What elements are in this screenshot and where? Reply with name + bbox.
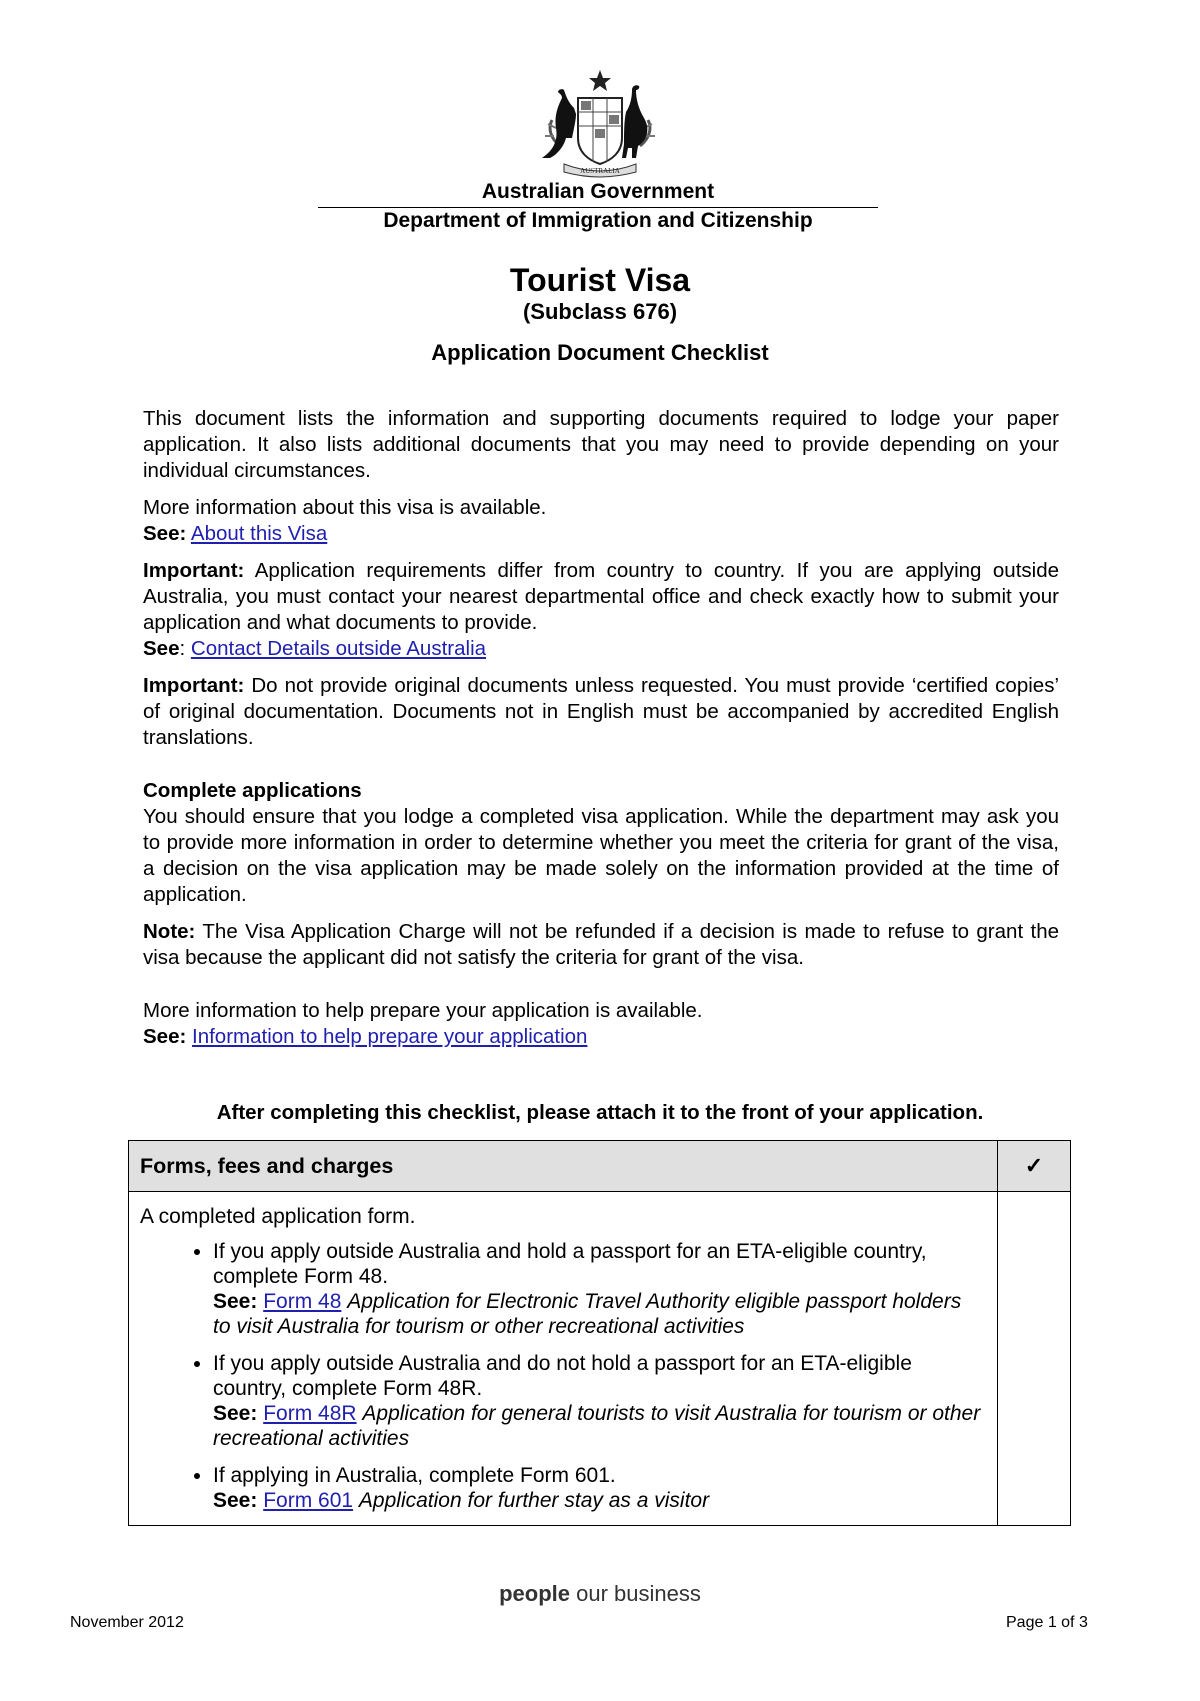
slogan-rest: our business xyxy=(576,1581,701,1606)
form-description: Application for further stay as a visitor xyxy=(358,1489,710,1512)
department-name: Department of Immigration and Citizenship xyxy=(383,209,813,232)
checklist-content xyxy=(129,1192,998,1526)
important-paragraph-2 xyxy=(143,673,1059,751)
subclass-label: (Subclass 676) xyxy=(522,299,678,324)
note-text: The Visa Application Charge will not be refunded if a decision is made to refuse to grant the visa because the applicant did not satisfy the criteria for grant of the visa. xyxy=(143,920,1060,969)
intro-paragraph: This document lists the information and supporting documents required to lodge your paper application. It also lists additional documents that you may need to provide depending on your individual circumstances. xyxy=(143,407,1059,482)
checklist-header-row xyxy=(129,1141,1071,1192)
header-divider xyxy=(318,207,878,208)
important-text-1: Application requirements differ from country to country. If you are applying outside Australia, you must contact your nearest departmental office and check exactly how to submit your application and what documents to provide. xyxy=(143,559,1059,634)
coat-of-arms-logo xyxy=(520,68,680,180)
see-label: See: xyxy=(213,1489,258,1512)
list-item xyxy=(213,1463,983,1513)
star-icon xyxy=(589,70,611,91)
complete-applications-text: You should ensure that you lodge a completed visa application. While the department may ask you to provide more information in order to determine whether you meet the criteria for grant of the visa, a decision on the visa application may be made solely on the information provided at the time of application. xyxy=(143,805,1059,906)
note-paragraph xyxy=(143,919,1059,971)
item-text: If applying in Australia, complete Form 601. xyxy=(213,1464,616,1487)
crest-banner-text: AUSTRALIA xyxy=(580,167,620,175)
form-description: Application for general tourists to visit Australia for tourism or other recreational activities xyxy=(213,1402,981,1450)
prepare-info-text: More information to help prepare your application is available. xyxy=(143,999,703,1022)
item-text: If you apply outside Australia and do not hold a passport for an ETA-eligible country, complete Form 48R. xyxy=(213,1352,912,1400)
slogan-bold: people xyxy=(499,1581,571,1606)
government-name: Australian Government xyxy=(481,180,715,203)
note-label: Note: xyxy=(143,920,196,943)
checklist-intro: A completed application form. xyxy=(140,1205,416,1228)
checklist-items xyxy=(140,1239,983,1513)
important-paragraph-1: Important: Application requirements differ from country to country. If you are applying outside Australia, you must contact your nearest departmental office and check exactly how to submit your application and what documents to provide. See: Contact Details outside Australia xyxy=(143,559,1059,660)
intro-section xyxy=(143,406,1059,1061)
prepare-application-link[interactable]: Information to help prepare your application xyxy=(192,1025,588,1048)
checkbox-cell[interactable] xyxy=(998,1192,1071,1526)
checklist-header: Forms, fees and charges xyxy=(129,1141,998,1192)
see-label: See: xyxy=(213,1402,258,1425)
checklist-table xyxy=(128,1140,1071,1526)
important-label: Important: xyxy=(143,674,245,697)
document-subtitle: Application Document Checklist xyxy=(431,340,769,365)
complete-applications-paragraph xyxy=(143,778,1059,908)
document-title: Tourist Visa xyxy=(509,262,691,298)
page-number: Page 1 of 3 xyxy=(1006,1614,1088,1631)
complete-applications-heading: Complete applications xyxy=(143,779,362,802)
list-item xyxy=(213,1239,983,1339)
more-info-text: More information about this visa is available. xyxy=(143,496,547,519)
form-description: Application for Electronic Travel Authority eligible passport holders to visit Australia for tourism or other recreational activities xyxy=(213,1290,962,1338)
form-48-link[interactable]: Form 48 xyxy=(263,1290,342,1313)
checklist-row xyxy=(129,1192,1071,1526)
emu-icon xyxy=(622,85,647,158)
see-label: See: xyxy=(213,1290,258,1313)
footer-date: November 2012 xyxy=(70,1614,184,1631)
about-visa-link[interactable]: About this Visa xyxy=(190,522,328,545)
see-label: See: xyxy=(143,1025,187,1048)
attach-instruction: After completing this checklist, please attach it to the front of your application. xyxy=(216,1101,984,1124)
footer-slogan xyxy=(0,1581,1200,1607)
important-label: Important: xyxy=(143,559,245,582)
prepare-info-paragraph xyxy=(143,998,1059,1050)
kangaroo-icon xyxy=(542,89,576,158)
list-item xyxy=(213,1351,983,1451)
form-48r-link[interactable]: Form 48R xyxy=(263,1402,357,1425)
form-601-link[interactable]: Form 601 xyxy=(263,1489,354,1512)
item-text: If you apply outside Australia and hold a passport for an ETA-eligible country, complete Form 48. xyxy=(213,1240,927,1288)
see-label: See: xyxy=(143,522,187,545)
contact-details-link[interactable]: Contact Details outside Australia xyxy=(190,637,487,660)
more-info-paragraph xyxy=(143,495,1059,547)
see-label: See xyxy=(143,637,180,660)
tick-column-icon: ✓ xyxy=(998,1141,1071,1192)
important-text-2: Do not provide original documents unless requested. You must provide ‘certified copies’ of original documentation. Documents not in English must be accompanied by accredited English translations. xyxy=(143,674,1059,749)
